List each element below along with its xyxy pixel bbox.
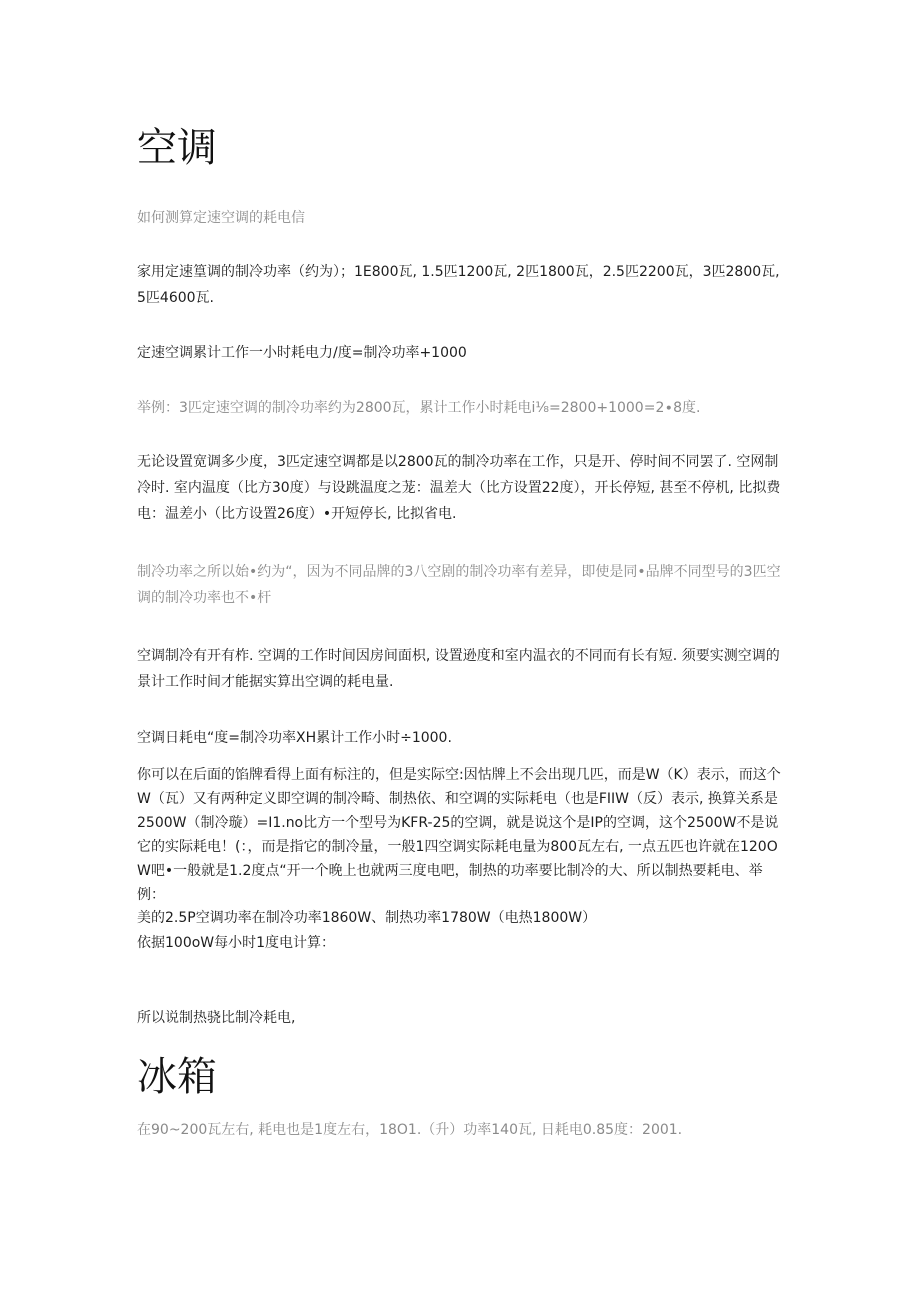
paragraph-temperature: 无论设置宽调多少度，3匹定速空调都是以2800瓦的制冷功率在工作，只是开、停时间不同罢了. 空网制冷时. 室内温度（比方30度）与设跳温度之茏：温差大（比方设置22度），开长停短, 甚至不停机, 比拟费电：温差小（比方设置26度）•开短停长, 比拟省电.: [137, 454, 781, 522]
paragraph-nameplate: 你可以在后面的馅牌看得上面有标注的，但是实际空:因怙牌上不会出现几匹，而是W（K）表示，而这个W（瓦）又有两种定义即空调的制冷畸、制热依、和空调的实际耗电（也是FIIW（反）表示, 换算关系是2500W（制冷璇）=I1.no比方一个型号为KFR-25的空调，就是说这个是IP的空调，这个2500W不是说它的实际耗电！(：，而是指它的制冷量，一般1四空调实际耗电量为800瓦左右, 一点五匹也许就在120OW吧•一般就是1.2度点“开一个晚上也就两三度电吧，制热的功率要比制冷的大、所以制热要耗电、举例：: [137, 767, 781, 903]
paragraph-power-list: 家用定速篁调的制冷功率（约为）；1E800瓦, 1.5匹1200瓦, 2匹1800瓦，2.5匹2200瓦，3匹2800瓦, 5匹4600瓦.: [137, 264, 780, 306]
paragraph-working-time: 空调制冷有开有柞. 空调的工作时间因房间面枳, 设置逊度和室内温衣的不同而有长有短. 须要实测空调的景计工作时间才能据实算出空调的耗电量.: [137, 648, 780, 690]
paragraph-daily-formula: 空调日耗电“度=制冷功率XH累计工作小时÷1000.: [137, 730, 452, 746]
paragraph-measure-title: 如何测算定速空调的耗电信: [137, 210, 305, 226]
paragraph-midea-example: 美的2.5P空调功率在制冷功率1860W、制热功率1780W（电热1800W）: [137, 910, 597, 926]
paragraph-conclusion: 所以说制热骁比制冷耗电,: [137, 1010, 296, 1026]
paragraph-calculation: 依据100oW每小时1度电计算：: [137, 935, 336, 951]
heading-fridge: 冰箱: [137, 1054, 217, 1100]
paragraph-fridge-power: 在90~200瓦左右, 耗电也是1度左右，18O1.（升）功率140瓦, 日耗电0.85度：2001.: [137, 1122, 683, 1138]
paragraph-formula: 定速空调累计工作一小时耗电力/度=制冷功率+1000: [137, 345, 467, 361]
paragraph-example: 举例：3匹定速空调的制冷功率约为2800瓦，累计工作小时耗电i⅛=2800+1000=2∙8度.: [137, 400, 701, 416]
paragraph-brand-difference: 制冷功率之所以始•约为“，因为不同品牌的3八空剧的制冷功率有差异，即使是同•品牌不同型号的3匹空调的制冷功率也不•杆: [137, 564, 781, 606]
heading-aircon: 空调: [137, 125, 217, 171]
